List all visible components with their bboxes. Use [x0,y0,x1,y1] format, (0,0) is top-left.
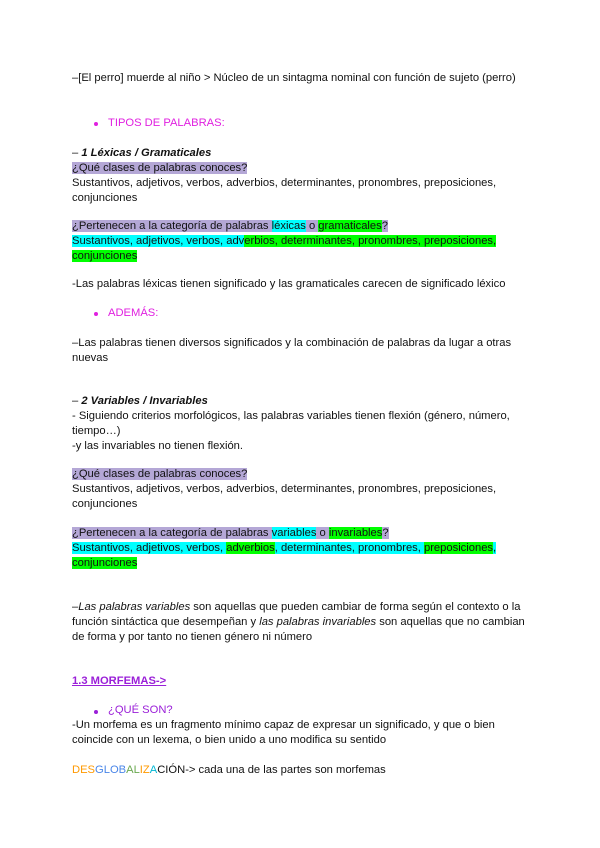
ademas-line-1: –Las palabras tienen diversos significados y la combinación de palabras da lugar a otras [72,337,512,349]
morpheme-a: A [149,764,158,776]
morpheme-iz: IZ [139,764,150,776]
section-2-heading [72,394,208,409]
morpheme-des: DES [72,764,96,776]
variables-line-3: -y las invariables no tienen flexión. [72,440,244,452]
question-3-text: ¿Qué clases de palabras conoces? [72,468,248,480]
q4-part: ¿Pertenecen a la categoría de palabras [72,527,272,539]
tipos-heading: TIPOS DE PALABRAS: [108,117,225,129]
answer-3-line-2: conjunciones [72,498,138,510]
q2-gramaticales: gramaticales [318,220,382,232]
question-1 [72,161,247,176]
q4-invariables: invariables [328,527,383,539]
q2-part: ¿Pertenecen a la categoría de palabras [72,220,272,232]
question-3 [72,467,247,482]
bullet-icon [94,122,98,126]
a4-variable: Sustantivos, adjetivos, verbos, [72,542,227,554]
lexicas-note: -Las palabras léxicas tienen significado y las gramaticales carecen de significado léxico [72,278,506,290]
example-line: –[El perro] muerde al niño > Núcleo de un sintagma nominal con función de sujeto (perro) [72,72,516,84]
text: función sintáctica que desempeñan y [72,616,260,628]
bullet-icon [94,710,98,714]
answer-2-line-1 [72,234,496,249]
ademas-heading: ADEMÁS: [108,307,159,319]
dash: – [72,395,82,407]
a4-invariable: conjunciones [72,557,138,569]
q4-variables: variables [271,527,317,539]
a2-grammatical: erbios, determinantes, pronombres, preposiciones, [244,235,497,247]
bullet-icon [94,312,98,316]
question-4 [72,526,389,541]
text: son aquellas que no cambian [376,616,525,628]
variables-line-2: tiempo…) [72,425,121,437]
dash: – [72,601,79,613]
morfema-line-1: -Un morfema es un fragmento mínimo capaz de expresar un significado, y que o bien [72,719,495,731]
morpheme-al: AL [126,764,140,776]
a2-lexical: Sustantivos, adjetivos, verbos, adv [72,235,245,247]
italic-term: las palabras invariables [259,616,377,628]
morfema-line-2: coincide con un lexema, o bien unido a uno modifica su sentido [72,734,387,746]
section-2-title: 2 Variables / Invariables [81,395,208,407]
paragraph-line-3: de forma y por tanto no tienen género ni número [72,631,313,643]
ademas-line-2: nuevas [72,352,109,364]
paragraph-line-2 [72,615,525,630]
section-1-heading [72,146,211,161]
italic-term: Las palabras variables [78,601,191,613]
question-2 [72,219,388,234]
q2-lexicas: léxicas [271,220,306,232]
q4-part: ? [382,527,389,539]
q2-part: ? [381,220,388,232]
paragraph-line-1 [72,600,520,615]
answer-4-line-1 [72,541,496,556]
q4-part: o [316,527,329,539]
section-1-title: 1 Léxicas / Gramaticales [81,147,212,159]
desglobalizacion-line [72,763,386,778]
question-1-text: ¿Qué clases de palabras conoces? [72,162,248,174]
answer-3-line-1: Sustantivos, adjetivos, verbos, adverbios, determinantes, pronombres, preposiciones, [72,483,497,495]
q2-part: o [305,220,319,232]
a4-variable: , determinantes, pronombres, [274,542,424,554]
answer-1-line-2: conjunciones [72,192,138,204]
que-son-heading: ¿QUÉ SON? [108,704,173,716]
answer-4-line-2 [72,556,137,571]
answer-1-line-1: Sustantivos, adjetivos, verbos, adverbios, determinantes, pronombres, preposiciones, [72,177,497,189]
a2-grammatical: conjunciones [72,250,138,262]
a4-variable: , [493,542,497,554]
dash: – [72,147,82,159]
answer-2-line-2 [72,249,137,264]
morpheme-glob: GLOB [95,764,127,776]
a4-invariable: preposiciones [423,542,494,554]
morpheme-rest: CIÓN-> cada una de las partes son morfemas [157,764,386,776]
morfemas-heading: 1.3 MORFEMAS-> [72,675,167,687]
a4-invariable: adverbios [226,542,275,554]
text: son aquellas que pueden cambiar de forma según el contexto o la [190,601,521,613]
variables-line-1: - Siguiendo criterios morfológicos, las palabras variables tienen flexión (género, número, [72,410,510,422]
